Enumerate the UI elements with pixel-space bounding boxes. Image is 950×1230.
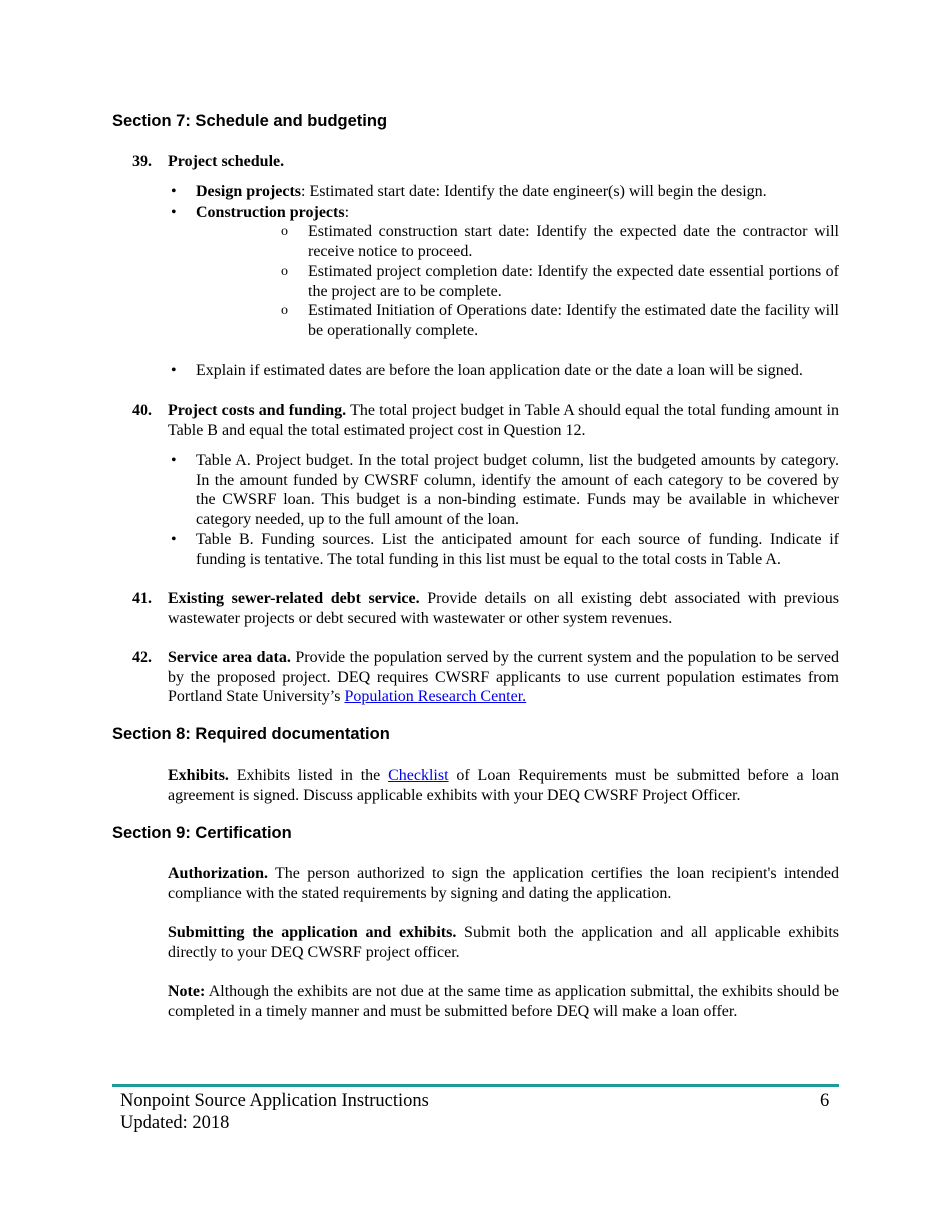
exhibits-text-after: of Loan Requirements must be submitted before a loan agreement is signed. Discuss applicable exhibits with your DEQ CWSRF Project Officer. — [168, 767, 839, 804]
footer-title: Nonpoint Source Application Instructions — [120, 1091, 429, 1111]
q39-sub3: Estimated Initiation of Operations date: Identify the estimated date the facility will be operationally complete. — [308, 302, 839, 339]
q40-number: 40. — [132, 402, 152, 419]
section8-heading: Section 8: Required documentation — [112, 725, 390, 743]
bullet-glyph: • — [171, 183, 177, 200]
q42-number: 42. — [132, 649, 152, 666]
section9-heading: Section 9: Certification — [112, 824, 292, 842]
q40-text: The total project budget in Table A should equal the total funding amount in Table B and equal the total estimated project cost in Question 12. — [168, 402, 839, 439]
q39-explain: Explain if estimated dates are before the loan application date or the date a loan will be signed. — [196, 362, 803, 379]
q41-title: Existing sewer-related debt service. — [168, 590, 420, 607]
q39-title-text: Project schedule. — [168, 153, 285, 170]
exhibits-title: Exhibits. — [168, 767, 229, 784]
bullet-glyph: • — [171, 531, 177, 548]
q39-construction-colon: : — [344, 204, 350, 221]
authorization-title: Authorization. — [168, 865, 268, 882]
circle-glyph: o — [281, 224, 288, 239]
q41-paragraph — [168, 589, 839, 628]
circle-glyph: o — [281, 303, 288, 318]
bullet-glyph: • — [171, 362, 177, 379]
q39-construction-label: Construction projects — [196, 204, 345, 221]
q40-bullet-a: Table A. Project budget. In the total project budget column, list the budgeted amounts by category. In the amount funded by CWSRF column, identify the amount of each category to be covered by the CWSRF loan. This budget is a non-binding estimate. Funds may be available in whichever category needed, up to the full amount of the loan. — [196, 452, 839, 528]
population-research-center-link[interactable]: Population Research Center. — [344, 688, 527, 706]
q39-design-text: : Estimated start date: Identify the date engineer(s) will begin the design. — [301, 183, 767, 200]
authorization-paragraph — [168, 864, 839, 903]
note-title: Note: — [168, 983, 206, 1000]
submitting-text: Submit both the application and all applicable exhibits directly to your DEQ CWSRF project officer. — [168, 924, 839, 961]
footer-rule — [112, 1084, 839, 1087]
section7-heading: Section 7: Schedule and budgeting — [112, 112, 388, 130]
footer-page-number: 6 — [820, 1091, 830, 1111]
submitting-paragraph — [168, 923, 839, 962]
section8-exhibits-paragraph — [168, 766, 839, 805]
note-text: Although the exhibits are not due at the same time as application submittal, the exhibits should be completed in a timely manner and must be submitted before DEQ will make a loan offer. — [168, 983, 839, 1020]
q42-text: Provide the population served by the current system and the population to be served by the proposed project. DEQ requires CWSRF applicants to use current population estimates from Portland State University’s — [168, 649, 840, 706]
q39-design-label: Design projects — [196, 183, 302, 200]
q40-title: Project costs and funding. — [168, 402, 347, 419]
q39-design-item — [196, 182, 839, 202]
q42-title: Service area data. — [168, 649, 291, 666]
circle-glyph: o — [281, 264, 288, 279]
q40-bullet-b: Table B. Funding sources. List the anticipated amount for each source of funding. Indicate if funding is tentative. The total funding in this list must be equal to the total costs in Table A. — [196, 531, 839, 568]
bullet-glyph: • — [171, 452, 177, 469]
checklist-link[interactable]: Checklist — [388, 767, 449, 784]
q39-construction-item — [196, 203, 839, 223]
footer-updated: Updated: 2018 — [120, 1113, 230, 1133]
q39-title — [168, 152, 839, 172]
submitting-title: Submitting the application and exhibits. — [168, 924, 457, 941]
q39-sub2: Estimated project completion date: Identify the expected date essential portions of the project are to be complete. — [308, 263, 839, 300]
q39-sub1: Estimated construction start date: Identify the expected date the contractor will receive notice to proceed. — [308, 223, 839, 260]
exhibits-text-before: Exhibits listed in the — [228, 767, 389, 784]
authorization-text: The person authorized to sign the application certifies the loan recipient's intended compliance with the stated requirements by signing and dating the application. — [168, 865, 839, 902]
note-paragraph — [168, 982, 839, 1021]
bullet-glyph: • — [171, 204, 177, 221]
q39-number: 39. — [132, 153, 152, 170]
q42-paragraph — [168, 648, 839, 707]
q40-paragraph — [168, 401, 839, 440]
q41-number: 41. — [132, 590, 152, 607]
q41-text: Provide details on all existing debt associated with previous wastewater projects or debt secured with wastewater or other system revenues. — [168, 590, 839, 627]
